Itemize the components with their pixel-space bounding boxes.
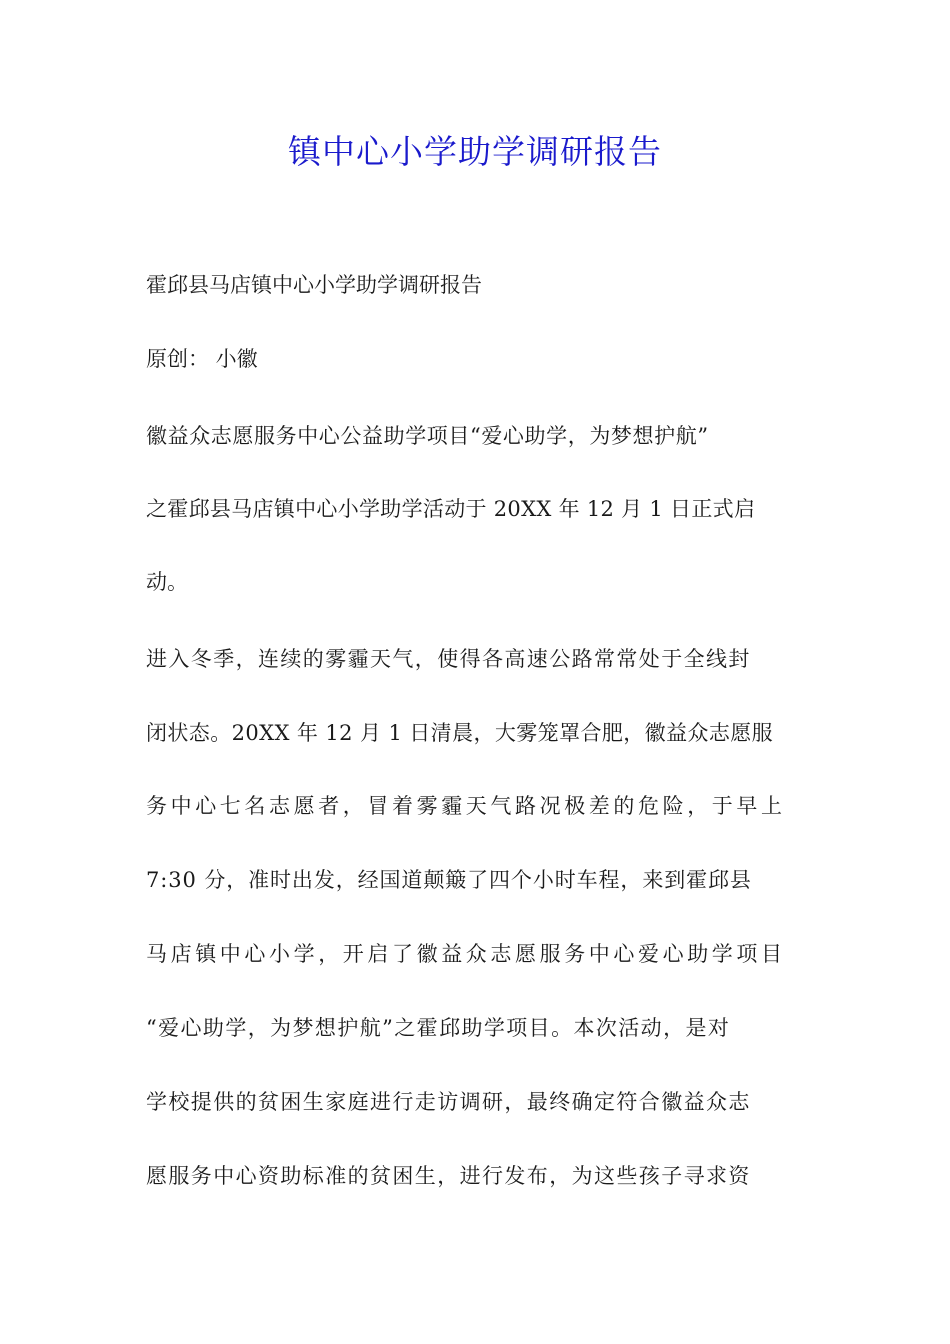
paragraph-1-line-3: 动。 <box>146 570 188 594</box>
paragraph-2-line-4: 7:30 分，准时出发，经国道颠簸了四个小时车程，来到霍邱县 <box>146 868 752 892</box>
paragraph-2-line-8: 愿服务中心资助标准的贫困生，进行发布，为这些孩子寻求资 <box>146 1164 751 1188</box>
subtitle-line: 霍邱县马店镇中心小学助学调研报告 <box>146 273 482 297</box>
paragraph-2-line-6: “爱心助学，为梦想护航”之霍邱助学项目。本次活动，是对 <box>146 1016 731 1040</box>
paragraph-1-line-1: 徽益众志愿服务中心公益助学项目“爱心助学，为梦想护航” <box>146 424 709 448</box>
author-line: 原创： 小徽 <box>146 347 258 371</box>
paragraph-2-line-7: 学校提供的贫困生家庭进行走访调研，最终确定符合徽益众志 <box>146 1090 751 1114</box>
paragraph-2-line-3: 务中心七名志愿者，冒着雾霾天气路况极差的危险，于早上 <box>146 794 786 818</box>
paragraph-2-line-5: 马店镇中心小学，开启了徽益众志愿服务中心爱心助学项目 <box>146 942 786 966</box>
paragraph-2-line-2: 闭状态。20XX 年 12 月 1 日清晨，大雾笼罩合肥，徽益众志愿服 <box>146 721 774 745</box>
paragraph-2-line-1: 进入冬季，连续的雾霾天气，使得各高速公路常常处于全线封 <box>146 647 751 671</box>
document-title: 镇中心小学助学调研报告 <box>288 132 662 171</box>
paragraph-1-line-2: 之霍邱县马店镇中心小学助学活动于 20XX 年 12 月 1 日正式启 <box>146 497 756 521</box>
